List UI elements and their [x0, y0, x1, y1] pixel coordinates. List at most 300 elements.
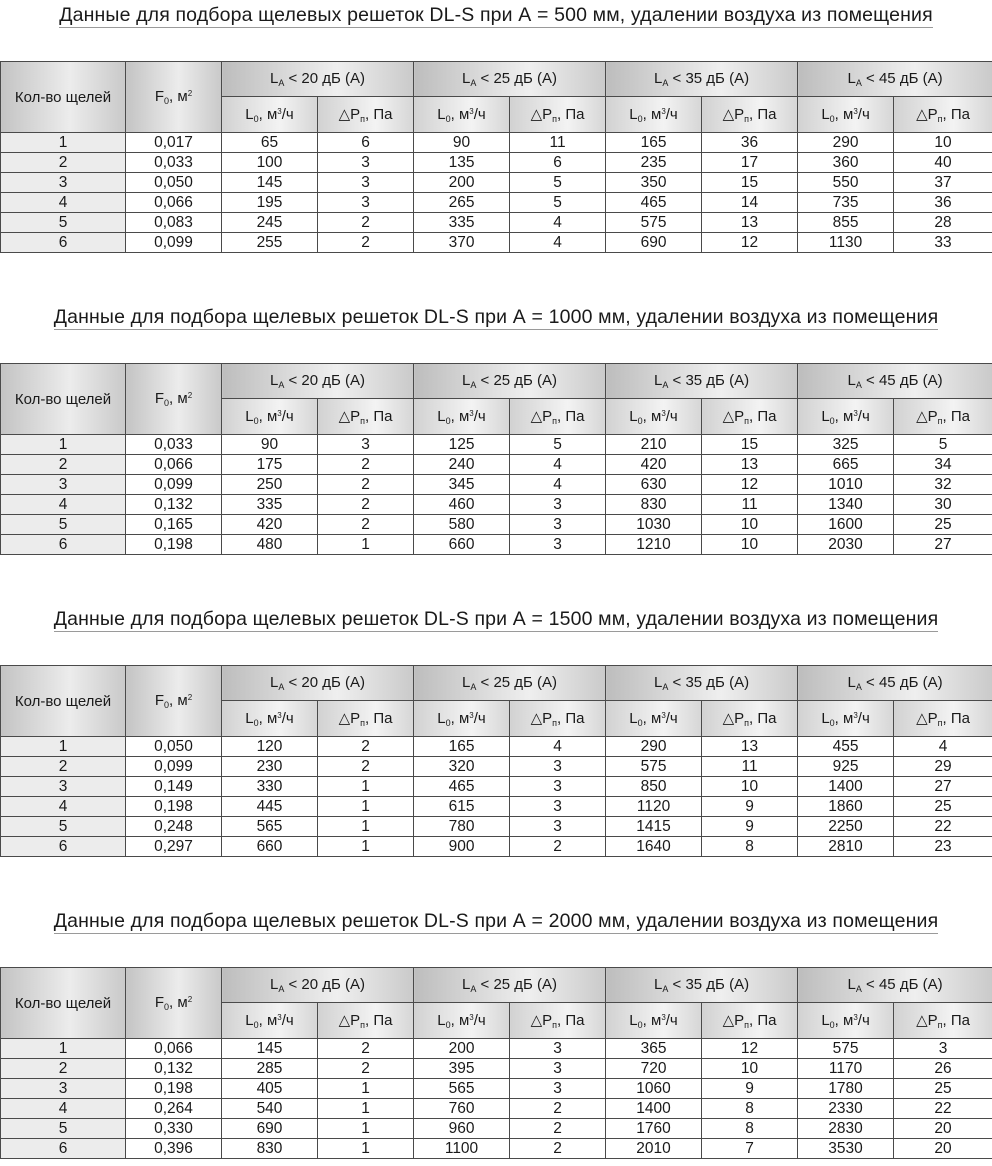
cell-pressure: 29	[894, 757, 992, 777]
header-pressure-subscript: п	[360, 114, 365, 124]
header-area-symbol: F	[155, 390, 164, 407]
cell-flow: 460	[414, 495, 510, 515]
cell-slot-count: 6	[1, 837, 126, 857]
cell-pressure: 2	[318, 213, 414, 233]
cell-pressure: 13	[702, 737, 798, 757]
cell-pressure: 25	[894, 515, 992, 535]
cell-slot-count: 3	[1, 173, 126, 193]
cell-slot-count: 4	[1, 193, 126, 213]
cell-pressure: 2	[318, 757, 414, 777]
header-noise-group	[222, 968, 414, 1003]
header-noise-group	[606, 62, 798, 97]
cell-flow: 465	[606, 193, 702, 213]
header-pressure-subscript: п	[552, 718, 557, 728]
cell-pressure: 2	[510, 1099, 606, 1119]
cell-slot-count: 2	[1, 1059, 126, 1079]
cell-flow: 660	[222, 837, 318, 857]
cell-flow: 245	[222, 213, 318, 233]
table-row	[1, 757, 992, 777]
header-flow-symbol: L	[437, 1012, 445, 1029]
cell-flow: 1400	[606, 1099, 702, 1119]
header-flow-subscript: 0	[830, 416, 835, 426]
selection-table	[0, 61, 992, 253]
header-flow-symbol: L	[245, 408, 253, 425]
header-pressure-symbol: △P	[723, 408, 745, 425]
cell-flow: 2830	[798, 1119, 894, 1139]
header-pressure-symbol: △P	[339, 1012, 361, 1029]
cell-flow: 1130	[798, 233, 894, 253]
selection-table	[0, 363, 992, 555]
cell-pressure: 12	[702, 233, 798, 253]
header-pressure	[318, 1003, 414, 1039]
cell-pressure: 3	[894, 1039, 992, 1059]
header-pressure-subscript: п	[744, 1020, 749, 1030]
cell-pressure: 25	[894, 1079, 992, 1099]
cell-pressure: 10	[702, 1059, 798, 1079]
cell-flow: 1030	[606, 515, 702, 535]
header-flow	[222, 399, 318, 435]
cell-flow: 145	[222, 1039, 318, 1059]
cell-pressure: 14	[702, 193, 798, 213]
header-flow	[414, 399, 510, 435]
cell-slot-count: 6	[1, 1139, 126, 1159]
cell-flow: 235	[606, 153, 702, 173]
cell-pressure: 6	[318, 133, 414, 153]
cell-pressure: 4	[510, 737, 606, 757]
cell-pressure: 1	[318, 1119, 414, 1139]
header-flow-subscript: 0	[830, 1020, 835, 1030]
table-row	[1, 153, 992, 173]
header-flow-unit: , м	[835, 710, 854, 727]
cell-pressure: 3	[510, 515, 606, 535]
header-flow-symbol: L	[245, 1012, 253, 1029]
header-flow-unit-tail: /ч	[474, 106, 486, 123]
cell-flow: 335	[414, 213, 510, 233]
header-flow	[606, 701, 702, 737]
cell-area: 0,099	[126, 233, 222, 253]
cell-flow: 540	[222, 1099, 318, 1119]
header-pressure-subscript: п	[744, 718, 749, 728]
header-pressure	[702, 1003, 798, 1039]
header-flow-unit-tail: /ч	[858, 1012, 870, 1029]
cell-pressure: 5	[510, 193, 606, 213]
cell-pressure: 15	[702, 173, 798, 193]
header-pressure-symbol: △P	[723, 106, 745, 123]
cell-pressure: 8	[702, 1099, 798, 1119]
header-noise-label: < 25 дБ (А)	[476, 70, 557, 87]
cell-slot-count: 6	[1, 535, 126, 555]
selection-table	[0, 665, 992, 857]
cell-flow: 720	[606, 1059, 702, 1079]
cell-pressure: 11	[702, 495, 798, 515]
header-pressure-unit: , Па	[365, 1012, 392, 1029]
header-noise-label: < 20 дБ (А)	[284, 70, 365, 87]
cell-pressure: 28	[894, 213, 992, 233]
header-flow-superscript: 3	[277, 1013, 281, 1022]
cell-slot-count: 6	[1, 233, 126, 253]
cell-slot-count: 2	[1, 153, 126, 173]
cell-pressure: 23	[894, 837, 992, 857]
header-pressure-symbol: △P	[916, 710, 938, 727]
cell-area: 0,066	[126, 1039, 222, 1059]
cell-flow: 1400	[798, 777, 894, 797]
cell-pressure: 2	[318, 475, 414, 495]
header-pressure-unit: , Па	[365, 408, 392, 425]
cell-slot-count: 3	[1, 475, 126, 495]
header-noise-group	[414, 968, 606, 1003]
cell-pressure: 1	[318, 1139, 414, 1159]
header-noise-symbol: L	[848, 70, 856, 87]
header-noise-label: < 35 дБ (А)	[668, 976, 749, 993]
header-noise-label: < 20 дБ (А)	[284, 372, 365, 389]
header-flow-unit: , м	[643, 106, 662, 123]
cell-slot-count: 2	[1, 757, 126, 777]
header-flow-symbol: L	[437, 710, 445, 727]
header-pressure-unit: , Па	[943, 106, 970, 123]
header-flow-unit: , м	[259, 710, 278, 727]
header-flow-subscript: 0	[446, 1020, 451, 1030]
header-flow-unit-tail: /ч	[666, 408, 678, 425]
header-noise-symbol: L	[270, 70, 278, 87]
header-flow-superscript: 3	[853, 1013, 857, 1022]
header-noise-symbol: L	[848, 976, 856, 993]
header-flow-unit-tail: /ч	[666, 1012, 678, 1029]
cell-flow: 925	[798, 757, 894, 777]
header-count-label: Кол-во щелей	[15, 995, 111, 1012]
header-noise-label: < 45 дБ (А)	[862, 372, 943, 389]
cell-flow: 135	[414, 153, 510, 173]
header-pressure-subscript: п	[360, 416, 365, 426]
header-noise-group	[414, 364, 606, 399]
header-flow-unit: , м	[835, 1012, 854, 1029]
header-noise-symbol: L	[270, 372, 278, 389]
header-noise-subscript: A	[278, 380, 284, 390]
cell-flow: 1860	[798, 797, 894, 817]
header-flow-superscript: 3	[661, 1013, 665, 1022]
cell-pressure: 1	[318, 1079, 414, 1099]
table-title	[0, 302, 992, 336]
table-title-text: Данные для подбора щелевых решеток DL-S при А = 2000 мм, удалении воздуха из помещения	[54, 910, 939, 934]
cell-pressure: 20	[894, 1139, 992, 1159]
cell-pressure: 10	[702, 777, 798, 797]
cell-pressure: 40	[894, 153, 992, 173]
header-area-subscript: 0	[164, 1002, 169, 1012]
cell-pressure: 1	[318, 797, 414, 817]
header-pressure	[894, 701, 992, 737]
table-title-text: Данные для подбора щелевых решеток DL-S при А = 500 мм, удалении воздуха из помещения	[59, 4, 933, 28]
cell-flow: 455	[798, 737, 894, 757]
cell-slot-count: 5	[1, 817, 126, 837]
header-flow-unit: , м	[643, 1012, 662, 1029]
cell-slot-count: 1	[1, 1039, 126, 1059]
cell-flow: 1100	[414, 1139, 510, 1159]
cell-flow: 690	[222, 1119, 318, 1139]
cell-flow: 200	[414, 1039, 510, 1059]
header-pressure-subscript: п	[552, 114, 557, 124]
cell-flow: 250	[222, 475, 318, 495]
header-flow-unit-tail: /ч	[858, 710, 870, 727]
header-area-unit: , м	[169, 390, 188, 407]
header-noise-subscript: A	[856, 984, 862, 994]
header-flow-unit: , м	[451, 408, 470, 425]
cell-slot-count: 4	[1, 1099, 126, 1119]
cell-pressure: 4	[510, 455, 606, 475]
cell-area: 0,248	[126, 817, 222, 837]
cell-pressure: 25	[894, 797, 992, 817]
header-pressure-subscript: п	[552, 1020, 557, 1030]
header-flow	[222, 1003, 318, 1039]
cell-flow: 1780	[798, 1079, 894, 1099]
header-flow-superscript: 3	[469, 409, 473, 418]
cell-area: 0,149	[126, 777, 222, 797]
cell-flow: 850	[606, 777, 702, 797]
header-noise-group	[414, 62, 606, 97]
header-noise-label: < 45 дБ (А)	[862, 674, 943, 691]
table-title-text: Данные для подбора щелевых решеток DL-S при А = 1000 мм, удалении воздуха из помещения	[54, 306, 939, 330]
header-pressure-symbol: △P	[531, 106, 553, 123]
header-noise-subscript: A	[856, 78, 862, 88]
cell-area: 0,198	[126, 535, 222, 555]
cell-pressure: 10	[894, 133, 992, 153]
cell-flow: 2330	[798, 1099, 894, 1119]
cell-flow: 565	[414, 1079, 510, 1099]
cell-flow: 145	[222, 173, 318, 193]
header-flow-superscript: 3	[469, 107, 473, 116]
cell-slot-count: 3	[1, 777, 126, 797]
cell-flow: 360	[798, 153, 894, 173]
table-row	[1, 1039, 992, 1059]
header-noise-symbol: L	[654, 674, 662, 691]
header-pressure-symbol: △P	[531, 1012, 553, 1029]
cell-pressure: 3	[510, 817, 606, 837]
header-area	[126, 364, 222, 435]
cell-flow: 1010	[798, 475, 894, 495]
cell-pressure: 2	[318, 515, 414, 535]
cell-area: 0,050	[126, 737, 222, 757]
header-noise-symbol: L	[270, 674, 278, 691]
header-flow-superscript: 3	[277, 409, 281, 418]
cell-pressure: 11	[510, 133, 606, 153]
header-flow-symbol: L	[245, 106, 253, 123]
header-count	[1, 62, 126, 133]
cell-pressure: 32	[894, 475, 992, 495]
header-count	[1, 364, 126, 435]
table-block	[0, 0, 992, 260]
header-noise-subscript: A	[470, 78, 476, 88]
cell-area: 0,297	[126, 837, 222, 857]
header-flow-unit: , м	[259, 1012, 278, 1029]
table-row	[1, 1119, 992, 1139]
cell-pressure: 3	[510, 1059, 606, 1079]
cell-flow: 240	[414, 455, 510, 475]
header-pressure-subscript: п	[938, 718, 943, 728]
cell-area: 0,083	[126, 213, 222, 233]
header-noise-symbol: L	[270, 976, 278, 993]
cell-pressure: 3	[510, 495, 606, 515]
cell-area: 0,099	[126, 757, 222, 777]
header-noise-subscript: A	[662, 380, 668, 390]
header-area-subscript: 0	[164, 700, 169, 710]
header-flow-symbol: L	[437, 408, 445, 425]
header-pressure-symbol: △P	[723, 710, 745, 727]
header-noise-group	[222, 666, 414, 701]
header-pressure-unit: , Па	[749, 1012, 776, 1029]
cell-slot-count: 4	[1, 797, 126, 817]
header-noise-subscript: A	[278, 78, 284, 88]
header-noise-label: < 20 дБ (А)	[284, 674, 365, 691]
cell-pressure: 22	[894, 817, 992, 837]
header-flow-superscript: 3	[661, 107, 665, 116]
header-pressure-symbol: △P	[531, 408, 553, 425]
cell-pressure: 26	[894, 1059, 992, 1079]
cell-flow: 780	[414, 817, 510, 837]
header-noise-label: < 25 дБ (А)	[476, 976, 557, 993]
cell-pressure: 8	[702, 837, 798, 857]
header-noise-group	[798, 364, 992, 399]
table-row	[1, 233, 992, 253]
cell-pressure: 5	[510, 173, 606, 193]
table-block	[0, 906, 992, 1166]
cell-pressure: 2	[318, 455, 414, 475]
header-area-unit: , м	[169, 692, 188, 709]
header-pressure	[318, 97, 414, 133]
header-flow	[606, 97, 702, 133]
table-row	[1, 495, 992, 515]
cell-flow: 1340	[798, 495, 894, 515]
cell-pressure: 12	[702, 475, 798, 495]
cell-pressure: 4	[510, 475, 606, 495]
cell-area: 0,099	[126, 475, 222, 495]
cell-slot-count: 4	[1, 495, 126, 515]
cell-slot-count: 5	[1, 213, 126, 233]
header-flow-unit: , м	[451, 106, 470, 123]
table-row	[1, 455, 992, 475]
header-pressure-subscript: п	[938, 114, 943, 124]
header-noise-subscript: A	[278, 984, 284, 994]
header-noise-group	[798, 968, 992, 1003]
cell-pressure: 3	[510, 1039, 606, 1059]
header-flow-symbol: L	[629, 1012, 637, 1029]
header-noise-subscript: A	[662, 682, 668, 692]
header-pressure-unit: , Па	[557, 106, 584, 123]
header-noise-label: < 25 дБ (А)	[476, 674, 557, 691]
header-row-groups	[1, 62, 992, 97]
cell-flow: 370	[414, 233, 510, 253]
cell-pressure: 6	[510, 153, 606, 173]
cell-flow: 480	[222, 535, 318, 555]
header-flow-superscript: 3	[661, 711, 665, 720]
header-flow-unit-tail: /ч	[858, 408, 870, 425]
cell-pressure: 1	[318, 535, 414, 555]
header-flow	[606, 399, 702, 435]
cell-pressure: 3	[318, 435, 414, 455]
header-area	[126, 62, 222, 133]
header-noise-subscript: A	[278, 682, 284, 692]
cell-pressure: 3	[510, 535, 606, 555]
header-noise-symbol: L	[654, 372, 662, 389]
cell-flow: 2030	[798, 535, 894, 555]
header-area	[126, 968, 222, 1039]
header-flow	[414, 1003, 510, 1039]
header-pressure-subscript: п	[938, 1020, 943, 1030]
header-flow-symbol: L	[437, 106, 445, 123]
header-noise-symbol: L	[654, 976, 662, 993]
cell-flow: 350	[606, 173, 702, 193]
cell-pressure: 30	[894, 495, 992, 515]
header-noise-label: < 20 дБ (А)	[284, 976, 365, 993]
header-area-symbol: F	[155, 692, 164, 709]
cell-pressure: 27	[894, 535, 992, 555]
header-area-symbol: F	[155, 88, 164, 105]
header-noise-group	[798, 666, 992, 701]
header-noise-subscript: A	[662, 984, 668, 994]
cell-pressure: 20	[894, 1119, 992, 1139]
cell-flow: 165	[606, 133, 702, 153]
header-pressure-symbol: △P	[339, 106, 361, 123]
cell-flow: 1170	[798, 1059, 894, 1079]
header-flow-subscript: 0	[638, 114, 643, 124]
header-area-superscript: 2	[188, 391, 192, 400]
header-noise-group	[222, 62, 414, 97]
header-pressure-subscript: п	[744, 114, 749, 124]
cell-pressure: 2	[510, 837, 606, 857]
header-flow	[222, 701, 318, 737]
header-pressure	[894, 1003, 992, 1039]
cell-flow: 575	[798, 1039, 894, 1059]
header-flow-symbol: L	[821, 408, 829, 425]
table-row	[1, 133, 992, 153]
header-noise-symbol: L	[848, 372, 856, 389]
header-noise-subscript: A	[470, 380, 476, 390]
cell-flow: 830	[222, 1139, 318, 1159]
cell-flow: 575	[606, 757, 702, 777]
cell-flow: 175	[222, 455, 318, 475]
header-noise-group	[798, 62, 992, 97]
header-flow-unit: , м	[451, 1012, 470, 1029]
header-flow-unit-tail: /ч	[858, 106, 870, 123]
cell-flow: 2250	[798, 817, 894, 837]
cell-area: 0,132	[126, 1059, 222, 1079]
header-flow-unit-tail: /ч	[474, 1012, 486, 1029]
cell-flow: 630	[606, 475, 702, 495]
cell-pressure: 27	[894, 777, 992, 797]
header-pressure-subscript: п	[360, 718, 365, 728]
cell-pressure: 36	[702, 133, 798, 153]
cell-pressure: 2	[318, 495, 414, 515]
cell-flow: 405	[222, 1079, 318, 1099]
header-noise-subscript: A	[856, 380, 862, 390]
cell-flow: 65	[222, 133, 318, 153]
header-row-groups	[1, 968, 992, 1003]
header-flow-superscript: 3	[277, 107, 281, 116]
cell-slot-count: 5	[1, 515, 126, 535]
header-flow-subscript: 0	[446, 718, 451, 728]
header-count-label: Кол-во щелей	[15, 89, 111, 106]
header-noise-subscript: A	[856, 682, 862, 692]
header-pressure	[702, 701, 798, 737]
header-row-groups	[1, 666, 992, 701]
cell-area: 0,033	[126, 435, 222, 455]
cell-pressure: 2	[318, 1039, 414, 1059]
cell-flow: 365	[606, 1039, 702, 1059]
cell-pressure: 15	[702, 435, 798, 455]
header-noise-subscript: A	[470, 682, 476, 692]
header-noise-symbol: L	[848, 674, 856, 691]
header-flow-unit: , м	[835, 408, 854, 425]
cell-pressure: 10	[702, 535, 798, 555]
header-pressure	[318, 701, 414, 737]
cell-flow: 660	[414, 535, 510, 555]
